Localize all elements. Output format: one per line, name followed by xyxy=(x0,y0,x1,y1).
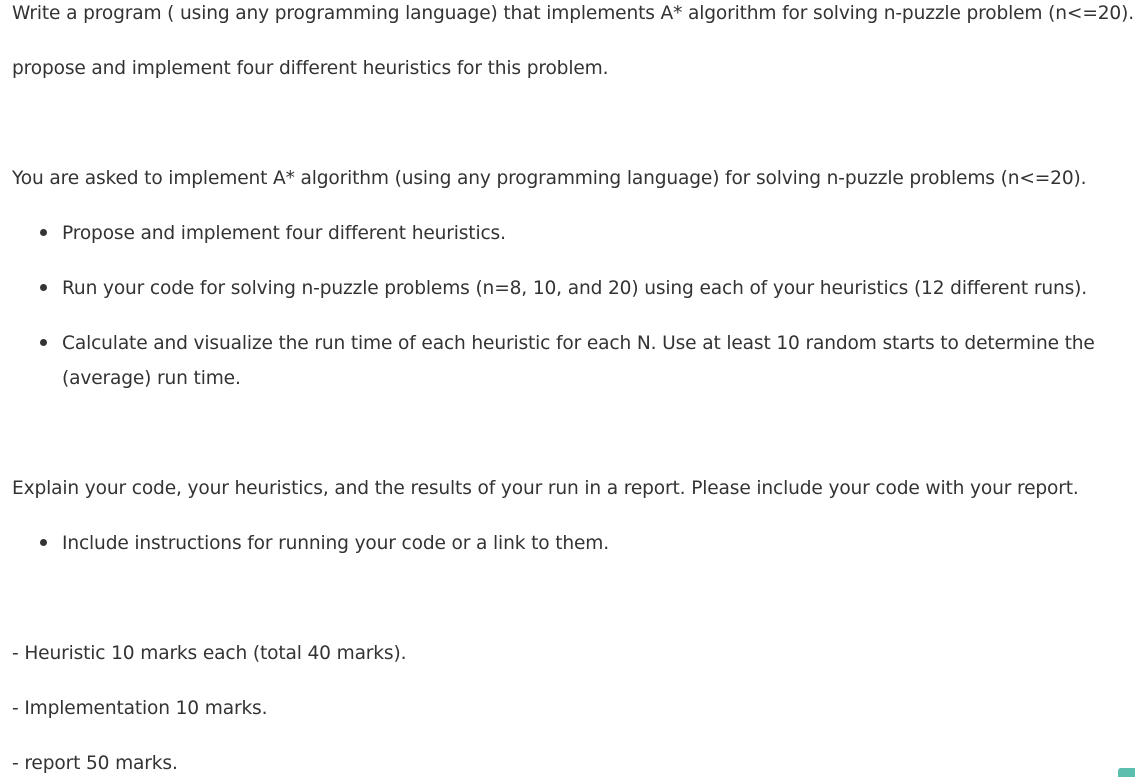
bullet-dot xyxy=(40,539,47,546)
marks-implementation: - Implementation 10 marks. xyxy=(12,698,268,719)
task-bullet-1: Propose and implement four different heuristics. xyxy=(62,223,506,244)
report-bullet-1: Include instructions for running your code or a link to them. xyxy=(62,533,609,554)
task-bullet-3-continuation: (average) run time. xyxy=(62,368,241,389)
marks-heuristic: - Heuristic 10 marks each (total 40 marks). xyxy=(12,643,407,664)
intro-line-2: propose and implement four different heuristics for this problem. xyxy=(12,58,609,79)
chat-widget-tab[interactable] xyxy=(1118,768,1135,777)
bullet-dot xyxy=(40,339,47,346)
task-bullet-2: Run your code for solving n-puzzle problems (n=8, 10, and 20) using each of your heuristics (12 different runs). xyxy=(62,278,1087,299)
bullet-dot xyxy=(40,284,47,291)
report-intro: Explain your code, your heuristics, and the results of your run in a report. Please include your code with your report. xyxy=(12,478,1079,499)
intro-line-1: Write a program ( using any programming language) that implements A* algorithm for solving n-puzzle problem (n<=20). xyxy=(12,3,1134,24)
marks-report: - report 50 marks. xyxy=(12,753,178,774)
task-intro: You are asked to implement A* algorithm (using any programming language) for solving n-puzzle problems (n<=20). xyxy=(12,168,1087,189)
bullet-dot xyxy=(40,229,47,236)
task-bullet-3: Calculate and visualize the run time of each heuristic for each N. Use at least 10 random starts to determine the xyxy=(62,333,1095,354)
